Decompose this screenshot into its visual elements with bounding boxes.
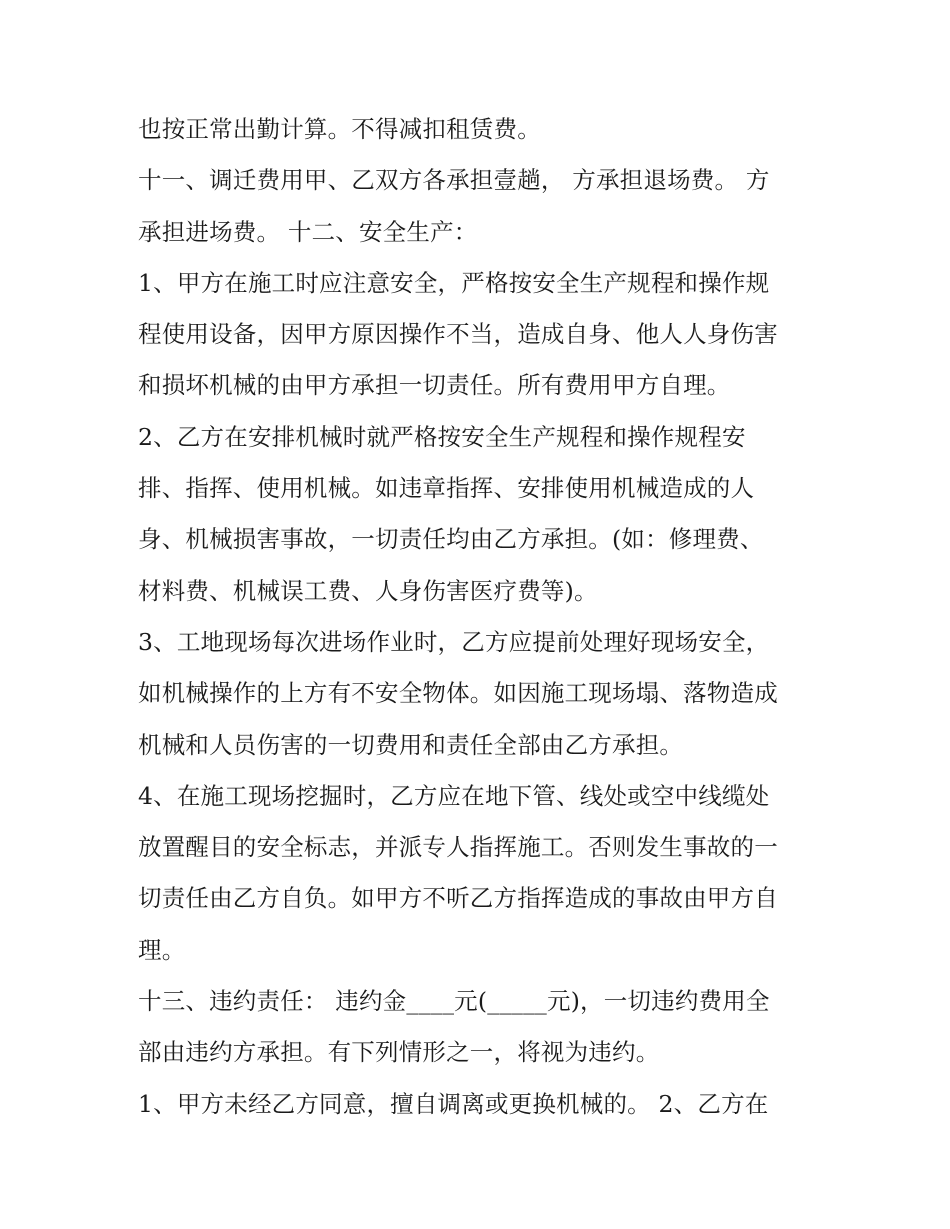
text-line: 和损坏机械的由甲方承担一切责任。所有费用甲方自理。 <box>138 371 731 400</box>
text-line: 2、乙方在安排机械时就严格按安全生产规程和操作规程安 <box>138 422 746 451</box>
contract-body-text <box>138 109 818 1135</box>
text-line: 理。 <box>138 935 186 964</box>
text-line: 身、机械损害事故，一切责任均由乙方承担。(如：修理费、 <box>138 525 764 554</box>
text-line: 部由违约方承担。有下列情形之一，将视为违约。 <box>138 1038 660 1067</box>
text-line: 材料费、机械误工费、人身伤害医疗费等)。 <box>138 576 598 605</box>
text-line: 切责任由乙方自负。如甲方不听乙方指挥造成的事故由甲方自 <box>138 884 778 913</box>
text-line: 承担进场费。 十二、安全生产： <box>138 217 478 246</box>
text-line: 程使用设备，因甲方原因操作不当，造成自身、他人人身伤害 <box>138 320 778 349</box>
text-line: 排、指挥、使用机械。如违章指挥、安排使用机械造成的人 <box>138 474 755 503</box>
text-line: 机械和人员伤害的一切费用和责任全部由乙方承担。 <box>138 730 684 759</box>
text-line: 如机械操作的上方有不安全物体。如因施工现场塌、落物造成 <box>138 679 778 708</box>
text-line: 4、在施工现场挖掘时，乙方应在地下管、线处或空中线缆处 <box>138 781 770 810</box>
text-line: 3、工地现场每次进场作业时，乙方应提前处理好现场安全， <box>138 627 770 656</box>
text-line: 也按正常出勤计算。不得减扣租赁费。 <box>138 115 541 143</box>
text-line: 1、甲方未经乙方同意，擅自调离或更换机械的。 2、乙方在 <box>138 1089 769 1118</box>
text-line: 十一、调迁费用甲、乙双方各承担壹趟， 方承担退场费。 方 <box>138 166 770 195</box>
text-line: 1、甲方在施工时应注意安全，严格按安全生产规程和操作规 <box>138 268 770 297</box>
text-line: 放置醒目的安全标志，并派专人指挥施工。否则发生事故的一 <box>138 833 778 862</box>
text-line: 十三、违约责任： 违约金____元(_____元)，一切违约费用全 <box>138 987 770 1016</box>
